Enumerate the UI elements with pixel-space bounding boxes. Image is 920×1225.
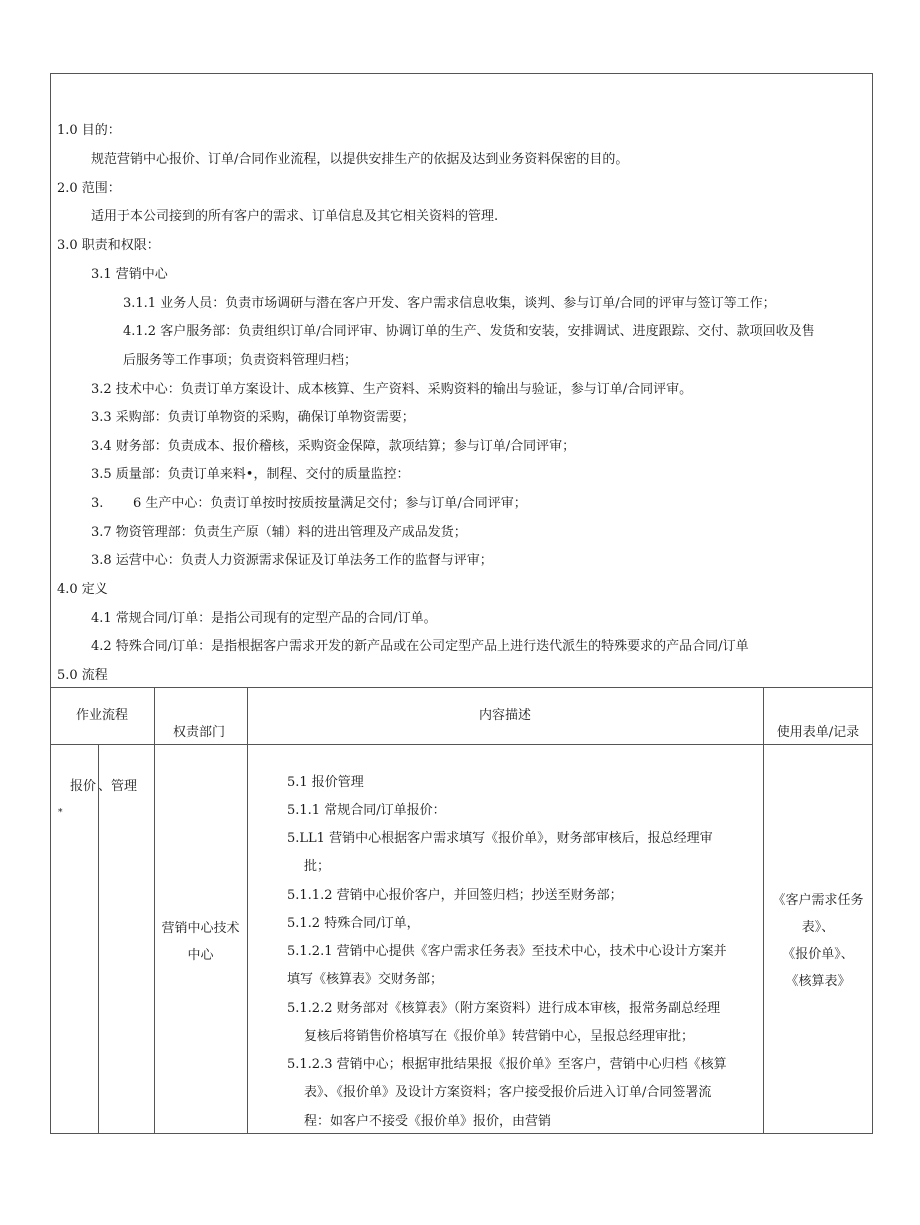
table-process-subdivider [98, 744, 99, 1134]
content-line: 5.1.1.2 营销中心报价客户，并回签归档；抄送至财务部； [287, 888, 623, 903]
section-3-1: 3.1 营销中心 [91, 267, 168, 282]
section-3-7: 3.7 物资管理部：负责生产原（辅）料的进出管理及产成品发货； [91, 525, 467, 540]
content-line: 5.LL1 营销中心根据客户需求填写《报价单》，财务部审核后，报总经理审 [287, 831, 713, 846]
section-3-heading: 3.0 职责和权限： [57, 238, 160, 253]
section-3-1-1: 3.1.1 业务人员：负责市场调研与潜在客户开发、客户需求信息收集，谈判、参与订单/合同的评审与签订等工作； [123, 296, 776, 311]
header-content: 内容描述 [478, 708, 531, 723]
section-1-text: 规范营销中心报价、订单/合同作业流程，以提供安排生产的依据及达到业务资料保密的目的。 [91, 152, 629, 167]
content-line: 填写《核算表》交财务部； [287, 972, 444, 987]
process-step-quote: 报价 [70, 779, 97, 794]
forms-line-2: 表》、 [801, 920, 835, 935]
table-col-divider-3 [763, 687, 764, 1134]
forms-line-1: 《客户需求任务 [772, 893, 864, 908]
section-3-4: 3.4 财务部：负责成本、报价稽核，采购资金保障，款项结算；参与订单/合同评审； [91, 439, 576, 454]
dept-line-2: 中心 [187, 948, 214, 963]
section-3-2: 3.2 技术中心：负责订单方案设计、成本核算、生产资料、采购资料的输出与验证，参与订单/合同评审。 [91, 382, 693, 397]
dept-line-1: 营销中心技术 [161, 921, 240, 936]
section-3-8: 3.8 运营中心：负责人力资源需求保证及订单法务工作的监督与评审； [91, 553, 493, 568]
content-line: 复核后将销售价格填写在《报价单》转营销中心，呈报总经理审批； [304, 1029, 695, 1044]
forms-line-4: 《核算表》 [785, 974, 851, 989]
content-line: 5.1.1 常规合同/订单报价： [287, 803, 446, 818]
section-2-text: 适用于本公司接到的所有客户的需求、订单信息及其它相关资料的管理. [91, 209, 499, 224]
process-mark: * [58, 808, 63, 818]
content-line: 5.1.2 特殊合同/订单， [287, 916, 420, 931]
table-top-border [50, 687, 873, 688]
section-3-1-2-line2: 后服务等工作事项；负责资料管理归档； [123, 353, 358, 368]
content-line: 程：如客户不接受《报价单》报价，由营销 [304, 1114, 552, 1129]
section-4-1: 4.1 常规合同/订单：是指公司现有的定型产品的合同/订单。 [91, 611, 437, 626]
document-frame [50, 73, 873, 1134]
content-line: 表》、《报价单》及设计方案资料；客户接受报价后进入订单/合同签署流 [304, 1085, 712, 1100]
section-4-2: 4.2 特殊合同/订单：是指根据客户需求开发的新产品或在公司定型产品上进行迭代派生的特殊要求的产品合同/订单 [91, 639, 749, 654]
table-col-divider-1 [154, 687, 155, 1134]
table-header-divider [50, 744, 873, 745]
content-line: 批； [304, 859, 331, 874]
section-3-3: 3.3 采购部：负责订单物资的采购，确保订单物资需要； [91, 410, 415, 425]
forms-line-3: 《报价单》、 [782, 947, 854, 962]
section-2-heading: 2.0 范围： [57, 181, 121, 196]
header-process: 作业流程 [75, 708, 128, 723]
header-forms: 使用表单/记录 [776, 725, 860, 740]
table-col-divider-2 [247, 687, 248, 1134]
header-dept: 权责部门 [173, 725, 226, 740]
section-1-heading: 1.0 目的： [57, 123, 121, 138]
section-3-6-number: 3. [91, 496, 104, 511]
section-3-6-text: 6 生产中心：负责订单按时按质按量满足交付；参与订单/合同评审； [133, 496, 527, 511]
section-3-1-2-line1: 4.1.2 客户服务部：负责组织订单/合同评审、协调订单的生产、发货和安装，安排调试、进度跟踪、交付、款项回收及售 [123, 324, 815, 339]
section-5-heading: 5.0 流程 [57, 668, 108, 683]
section-4-heading: 4.0 定义 [57, 582, 108, 597]
content-line: 5.1.2.2 财务部对《核算表》（附方案资料）进行成本审核，报常务副总经理 [287, 1001, 721, 1016]
section-3-5: 3.5 质量部：负责订单来料•，制程、交付的质量监控： [91, 467, 410, 482]
process-step-manage: 、管理 [98, 779, 138, 794]
content-line: 5.1.2.3 营销中心；根据审批结果报《报价单》至客户，营销中心归档《核算 [287, 1057, 727, 1072]
content-line: 5.1 报价管理 [287, 775, 364, 790]
content-line: 5.1.2.1 营销中心提供《客户需求任务表》至技术中心，技术中心设计方案并 [287, 944, 727, 959]
